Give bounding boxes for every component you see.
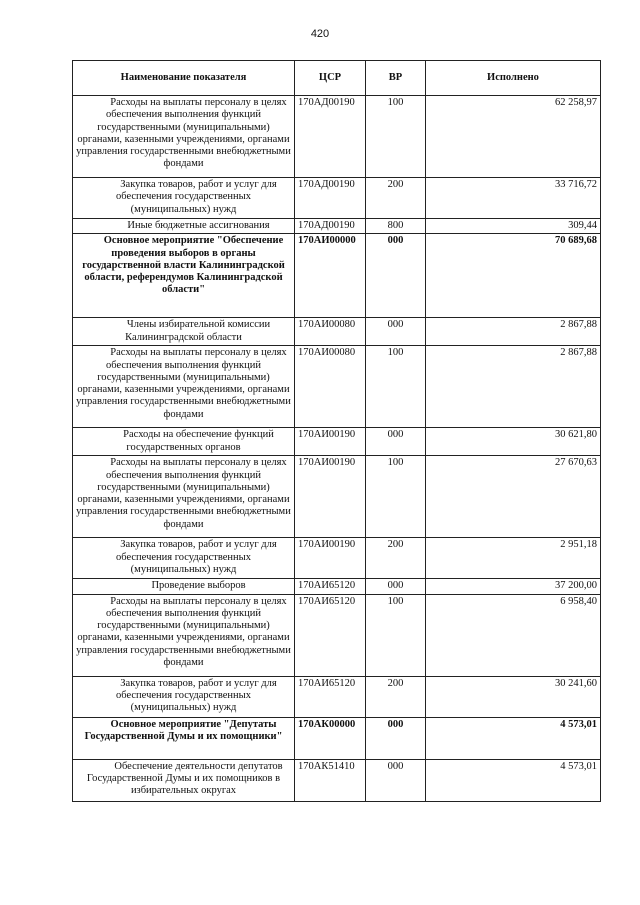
row-vr: 200 [366,676,426,717]
column-header-name: Наименование показателя [73,61,295,96]
row-csr: 170АИ00080 [295,318,366,346]
row-name: Расходы на выплаты персоналу в целях обеспечения выполнения функций государственными (муниципальными) органами, казенными учреждениями, органами управления государственными внебюджетными фондами [73,346,295,428]
row-csr: 170АИ00000 [295,234,366,318]
row-name: Члены избирательной комиссии Калининградской области [73,318,295,346]
row-name: Расходы на обеспечение функций государственных органов [73,428,295,456]
row-name: Закупка товаров, работ и услуг для обеспечения государственных (муниципальных) нужд [73,178,295,219]
row-name: Проведение выборов [73,579,295,594]
table-row [73,234,601,318]
row-name: Основное мероприятие "Депутаты Государственной Думы и их помощники" [73,717,295,759]
row-vr: 100 [366,96,426,178]
row-csr: 170АИ65120 [295,676,366,717]
row-value: 30 621,80 [426,428,601,456]
row-value: 309,44 [426,219,601,234]
table-row [73,178,601,219]
table-row [73,759,601,801]
row-vr: 000 [366,428,426,456]
row-value: 62 258,97 [426,96,601,178]
row-vr: 000 [366,318,426,346]
row-csr: 170АД00190 [295,178,366,219]
table-row [73,96,601,178]
column-header-vr: ВР [366,61,426,96]
row-csr: 170АИ00080 [295,346,366,428]
row-value: 2 951,18 [426,538,601,579]
row-name: Основное мероприятие "Обеспечение проведения выборов в органы государственной власти Калининградской области, референдумов Калининградской области" [73,234,295,318]
row-csr: 170АИ00190 [295,456,366,538]
row-csr: 170АИ00190 [295,538,366,579]
table-row [73,717,601,759]
row-vr: 000 [366,234,426,318]
row-value: 27 670,63 [426,456,601,538]
row-vr: 100 [366,346,426,428]
row-name: Иные бюджетные ассигнования [73,219,295,234]
row-vr: 200 [366,178,426,219]
row-name: Расходы на выплаты персоналу в целях обеспечения выполнения функций государственными (муниципальными) органами, казенными учреждениями, органами управления государственными внебюджетными фондами [73,96,295,178]
table-row [73,346,601,428]
row-vr: 800 [366,219,426,234]
row-vr: 000 [366,717,426,759]
row-value: 70 689,68 [426,234,601,318]
table-row [73,318,601,346]
row-vr: 100 [366,456,426,538]
table-row [73,428,601,456]
row-value: 2 867,88 [426,318,601,346]
table-row [73,538,601,579]
row-csr: 170АК51410 [295,759,366,801]
row-value: 37 200,00 [426,579,601,594]
row-csr: 170АД00190 [295,96,366,178]
row-name: Закупка товаров, работ и услуг для обеспечения государственных (муниципальных) нужд [73,538,295,579]
row-csr: 170АИ65120 [295,594,366,676]
table-header-row [73,61,601,96]
row-value: 2 867,88 [426,346,601,428]
page-number: 420 [310,28,330,40]
row-name: Обеспечение деятельности депутатов Государственной Думы и их помощников в избирательных округах [73,759,295,801]
table-row [73,579,601,594]
row-name: Расходы на выплаты персоналу в целях обеспечения выполнения функций государственными (муниципальными) органами, казенными учреждениями, органами управления государственными внебюджетными фондами [73,594,295,676]
row-vr: 200 [366,538,426,579]
row-value: 6 958,40 [426,594,601,676]
row-vr: 000 [366,579,426,594]
row-name: Расходы на выплаты персоналу в целях обеспечения выполнения функций государственными (муниципальными) органами, казенными учреждениями, органами управления государственными внебюджетными фондами [73,456,295,538]
table-row [73,219,601,234]
table-row [73,594,601,676]
row-value: 4 573,01 [426,759,601,801]
row-value: 4 573,01 [426,717,601,759]
row-name: Закупка товаров, работ и услуг для обеспечения государственных (муниципальных) нужд [73,676,295,717]
budget-execution-table [72,60,601,802]
row-csr: 170АК00000 [295,717,366,759]
row-csr: 170АИ00190 [295,428,366,456]
row-value: 30 241,60 [426,676,601,717]
row-value: 33 716,72 [426,178,601,219]
row-csr: 170АД00190 [295,219,366,234]
row-vr: 000 [366,759,426,801]
table-row [73,676,601,717]
column-header-csr: ЦСР [295,61,366,96]
table-row [73,456,601,538]
row-csr: 170АИ65120 [295,579,366,594]
column-header-executed: Исполнено [426,61,601,96]
row-vr: 100 [366,594,426,676]
